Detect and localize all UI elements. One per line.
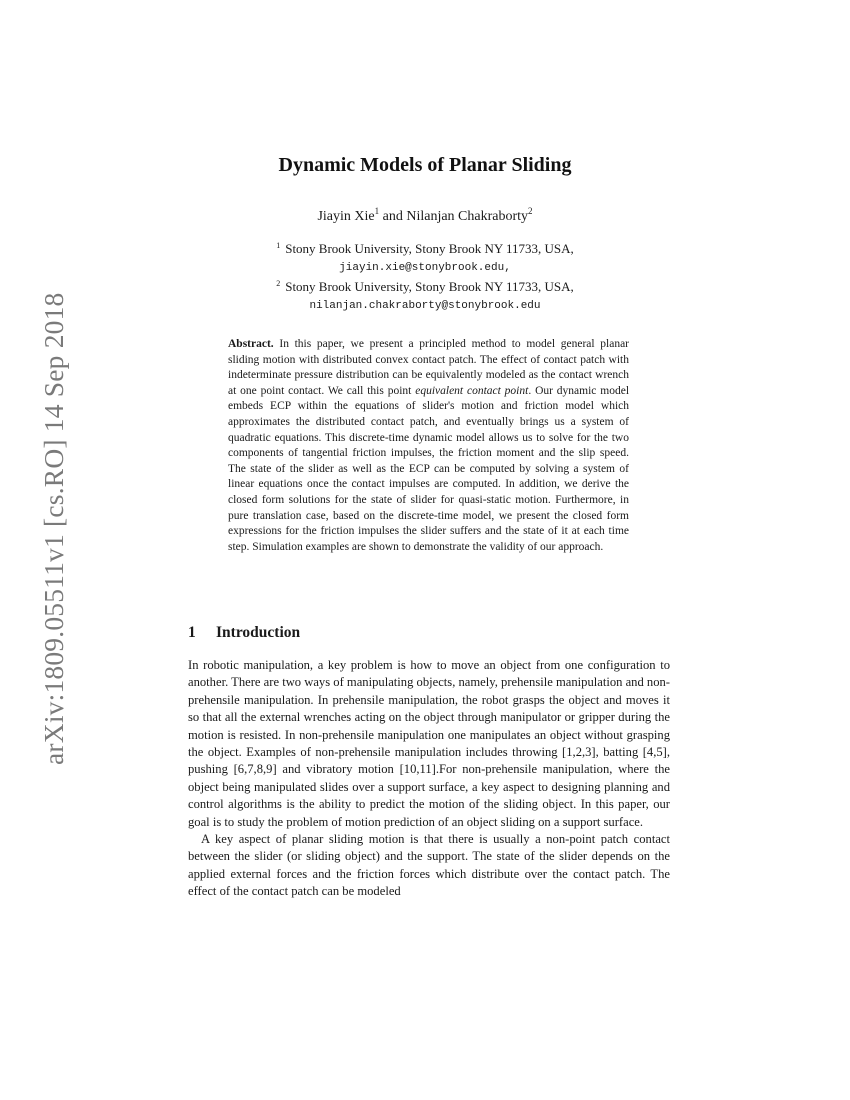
affiliation-1-mark: 1 (276, 241, 281, 250)
paragraph: In robotic manipulation, a key problem is how to move an object from one configuration to another. There are two ways of manipulating objects, namely, prehensile manipulation and non-prehensile manipulation. In prehensile manipulation, the robot grasps the object and moves it so that all the external wrenches acting on the object through manipulator or gripper during the motion is resisted. In non-prehensile manipulation one manipulates an object without grasping the object. Examples of non-prehensile manipulation includes throwing [1,2,3], batting [4,5], pushing [6,7,8,9] and vibratory motion [10,11].For non-prehensile manipulation, where the object being manipulated slides over a support surface, a key aspect to designing planning and control algorithms is the ability to predict the motion of the sliding object. In this paper, our goal is to study the problem of motion prediction of an object sliding on a support surface. (188, 658, 670, 829)
affiliation-2 (0, 276, 850, 296)
abstract-text-part-2: . Our dynamic model embeds ECP within the equations of slider's motion and friction model which approximates the distributed contact patch, and eventually brings us a system of quadratic equations. This discrete-time dynamic model allows us to solve for the two components of tangential friction impulses, the friction moment and the slip speed. The state of the slider as well as the ECP can be computed by solving a system of linear equations once the contact impulses are computed. In addition, we derive the closed form solutions for the state of slider for quasi-static motion. Furthermore, in pure translation case, based on the discrete-time model, we present the closed form expressions for the friction impulses the slider suffers and the state of it at each time step. Simulation examples are shown to demonstrate the validity of our approach. (228, 384, 630, 553)
section-heading-introduction (188, 624, 300, 642)
paragraph: A key aspect of planar sliding motion is that there is usually a non-point patch contact between the slider (or sliding object) and the support. The state of the slider depends on the applied external forces and the friction forces which distribute over the contact patch. The effect of the contact patch can be modeled (188, 832, 670, 899)
introduction-body (188, 657, 670, 901)
affiliation-1-institution: Stony Brook University, Stony Brook NY 11733, USA, (285, 241, 574, 256)
affiliations (0, 238, 850, 314)
author-2-mark: 2 (528, 206, 533, 216)
author-connector: and (382, 209, 403, 224)
author-line (0, 206, 850, 225)
affiliation-1-email-line (0, 258, 850, 277)
affiliation-2-email-line (0, 296, 850, 315)
paper-title: Dynamic Models of Planar Sliding (278, 154, 572, 176)
affiliation-2-mark: 2 (276, 279, 281, 288)
affiliation-1-email: jiayin.xie@stonybrook.edu, (339, 261, 511, 274)
author-2: Nilanjan Chakraborty (406, 209, 529, 224)
abstract-text-part-1: In this paper, we present a principled method to model general planar sliding motion with distributed convex contact patch. The effect of contact patch with indeterminate pressure distribution can be equivalently modeled as the contact wrench at one point contact. We call this point (228, 338, 630, 397)
affiliation-2-institution: Stony Brook University, Stony Brook NY 11733, USA, (285, 279, 574, 294)
abstract (228, 337, 629, 555)
author-1: Jiayin Xie (317, 209, 375, 224)
section-title: Introduction (216, 624, 301, 641)
arxiv-identifier-stamp: arXiv:1809.05511v1 [cs.RO] 14 Sep 2018 (38, 292, 69, 765)
abstract-label: Abstract. (228, 338, 274, 350)
abstract-emphasis: equivalent contact point (415, 384, 529, 397)
section-number: 1 (188, 624, 196, 641)
affiliation-2-email: nilanjan.chakraborty@stonybrook.edu (309, 299, 541, 312)
author-1-mark: 1 (374, 206, 380, 216)
affiliation-1 (0, 238, 850, 258)
